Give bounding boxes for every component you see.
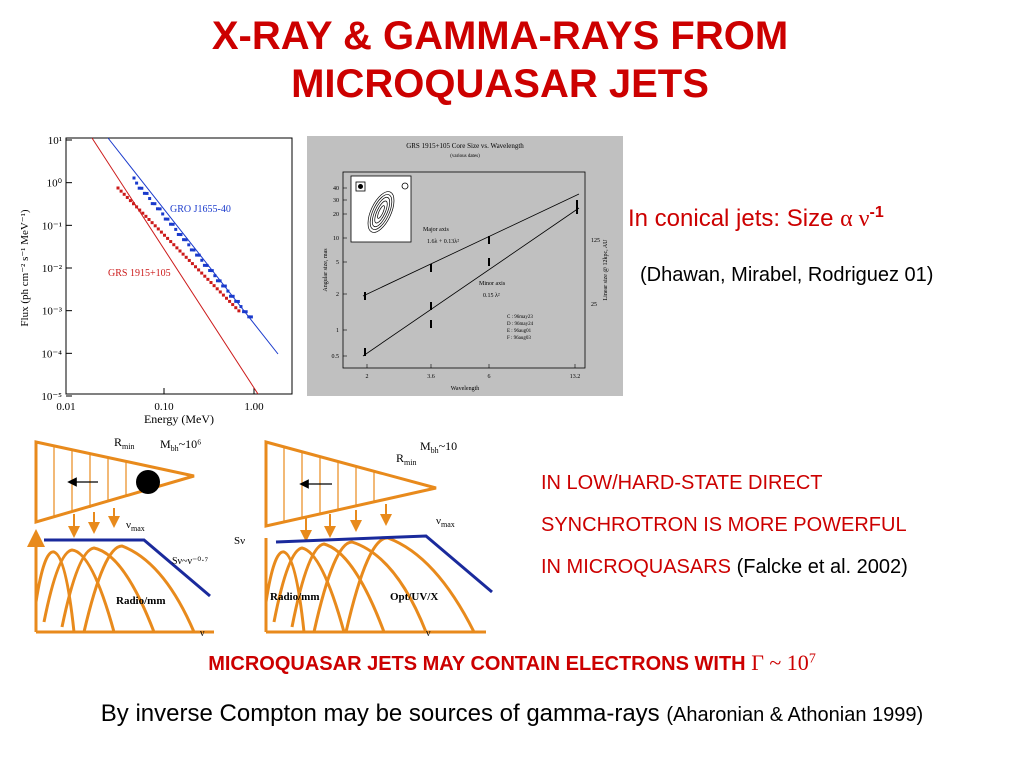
red-point [182,253,185,256]
blue-point [156,207,159,210]
right-nu: ν [426,628,431,639]
blue-point [216,279,219,282]
blue-point [239,305,242,308]
electrons-text: MICROQUASAR JETS MAY CONTAIN ELECTRONS WITH [208,653,752,675]
red-point [213,284,216,287]
title-line-1: X-RAY & GAMMA-RAYS FROM [211,14,789,58]
red-point [206,278,209,281]
red-point [194,265,197,268]
core-point [488,258,490,266]
svg-text:F : 96aug03: F : 96aug03 [507,336,531,341]
inverse-compton-statement [0,700,1024,728]
left-mass: $M_{bh}\sim 10^6$ [160,437,202,453]
core-ytick-label: 0.5 [331,354,339,360]
core-xtick-label: 3.6 [427,374,435,380]
blue-point [232,295,235,298]
red-point [188,259,191,262]
blue-point [226,290,229,293]
red-point [135,205,138,208]
blue-point [143,192,146,195]
blue-point [138,187,141,190]
core-ytick-label: 20 [333,212,339,218]
left-numax: $\nu_{max}$ [126,519,145,533]
blue-point [219,279,222,282]
blue-point [206,264,209,267]
spectrum-ytick-label: 10⁰ [46,177,62,190]
red-point [222,294,225,297]
red-point [231,303,234,306]
spectrum-svg [14,128,304,428]
core-point [430,264,432,272]
red-point [169,240,172,243]
electrons-statement [0,650,1024,676]
left-sv: Sν~ν⁻⁰·⁷ [172,556,209,567]
lowhard-citation: (Falcke et al. 2002) [736,556,908,578]
jet-diagrams [14,432,514,642]
red-point [191,262,194,265]
red-point [120,190,123,193]
right-band-1: Radio/mm [270,591,320,603]
red-point [185,256,188,259]
red-point [225,297,228,300]
blue-point [213,274,216,277]
spectrum-ytick-label: 10⁻⁵ [41,391,62,403]
blue-point [187,243,190,246]
blue-point [161,212,164,215]
red-point [126,196,129,199]
spectrum-xtick-label: 0.01 [56,401,76,413]
red-point [160,231,163,234]
conical-symbol: α ν [840,206,870,232]
red-point [197,268,200,271]
red-point [234,306,237,309]
red-point [132,202,135,205]
spectrum-plot [14,128,304,428]
lowhard-line-2: SYNCHROTRON IS MORE POWERFUL [541,514,907,536]
right-numax: $\nu_{max}$ [436,515,455,529]
core-point [364,292,366,300]
blue-point [179,233,182,236]
blue-point [148,197,151,200]
blue-point [151,202,154,205]
left-nu: ν [200,628,205,639]
core-xtick-label: 2 [365,374,369,380]
blue-point [166,218,169,221]
red-point [175,246,178,249]
red-point [157,227,160,230]
svg-text:C : 96may23: C : 96may23 [507,315,533,320]
right-rmin: $R_{min}$ [396,451,417,467]
ic-citation: (Aharonian & Athonian 1999) [666,704,924,726]
core-ytick-right-label: 125 [591,238,600,244]
blue-point [208,269,211,272]
blue-point [221,284,224,287]
core-ytick-label: 1 [336,328,339,334]
red-point [163,234,166,237]
blue-point [195,254,198,257]
core-size-plot [307,136,623,396]
right-mass: $M_{bh}\sim 10$ [420,439,458,455]
blue-point [140,187,143,190]
core-ylabel-right: Linear size @ 12kpc, AU [603,239,609,301]
core-point [430,320,432,328]
red-point [129,199,132,202]
blue-point [172,223,175,226]
blue-point [135,182,138,185]
red-point [141,212,144,215]
spectrum-ylabel: Flux (ph cm⁻² s⁻¹ MeV⁻¹) [19,209,31,327]
slide-title [0,12,1000,108]
conical-exponent: -1 [869,204,884,221]
red-point [179,250,182,253]
blue-point [224,285,227,288]
core-ytick-label: 30 [333,198,339,204]
blue-point [229,295,232,298]
spectrum-xlabel: Energy (MeV) [143,412,215,426]
red-point [216,287,219,290]
spectrum-ytick-label: 10¹ [47,135,62,147]
red-point [117,187,120,190]
red-point [166,237,169,240]
black-hole-left [136,470,160,494]
blue-point [174,228,177,231]
series-label-blue: GRO J1655-40 [170,204,231,215]
blue-point [193,249,196,252]
core-plot-title: GRS 1915+105 Core Size vs. Wavelength [406,142,524,150]
minor-axis-fit: 0.15 λ² [483,293,500,299]
left-band: Radio/mm [116,595,166,607]
blue-point [200,259,203,262]
blue-point [242,310,245,313]
red-point [210,281,213,284]
red-point [237,309,240,312]
core-ylabel-left: Angular size, mas [323,248,329,292]
left-rmin: $R_{min}$ [114,435,135,451]
core-point [576,206,578,214]
red-point [148,218,151,221]
left-jet-diagram [36,435,214,639]
major-axis-fit: 1.6λ + 0.13λ² [427,239,460,245]
spectrum-ytick-label: 10⁻¹ [41,220,62,233]
core-ytick-label: 40 [333,186,339,192]
core-xtick-label: 6 [487,374,491,380]
blue-point [247,315,250,318]
spectrum-ytick-label: 10⁻⁴ [41,348,62,361]
red-point [151,221,154,224]
minor-axis-label: Minor axis [479,281,506,287]
blue-point [198,254,201,257]
jet-diagrams-svg [14,432,514,642]
low-hard-state-text [541,462,908,588]
core-legend [507,315,534,341]
conical-citation: (Dhawan, Mirabel, Rodriguez 01) [640,264,934,286]
left-spectra [36,546,194,632]
blue-point [177,233,180,236]
conical-jets-text [628,204,884,233]
blue-point [153,202,156,205]
red-point [200,272,203,275]
core-ytick-label: 2 [336,292,339,298]
core-point [430,302,432,310]
electrons-exp: 7 [808,651,816,667]
core-ytick-label: 5 [336,260,339,266]
red-point [138,209,141,212]
core-xlabel: Wavelength [450,386,480,392]
spectrum-ytick-label: 10⁻³ [41,305,62,318]
right-jet-diagram [234,439,492,639]
core-xticks [366,364,581,380]
blue-point [159,207,162,210]
red-point [123,193,126,196]
red-point [219,290,222,293]
conical-prefix: In conical jets: Size [628,205,841,232]
blue-point [164,218,167,221]
major-axis-label: Major axis [423,227,449,233]
red-point [172,243,175,246]
red-point [203,275,206,278]
blue-point [234,300,237,303]
spectrum-ytick-label: 10⁻² [41,263,62,275]
electrons-gamma: Γ ~ 10 [751,650,809,675]
svg-text:D : 96may24: D : 96may24 [507,322,534,327]
core-ytick-label: 10 [333,236,339,242]
core-plot-subtitle: (various dates) [450,154,480,159]
svg-text:E : 96aug01: E : 96aug01 [507,329,532,334]
blue-point [190,248,193,251]
spectrum-xtick-label: 1.00 [244,401,264,413]
red-point [144,215,147,218]
blue-point [185,238,188,241]
series-label-red: GRS 1915+105 [108,268,171,279]
blue-point [133,177,136,180]
blue-point [250,315,253,318]
core-xtick-label: 13.2 [569,374,581,380]
spectrum-frame [66,138,292,394]
blue-point [237,300,240,303]
blue-point [203,264,206,267]
blue-point [182,238,185,241]
blue-point [245,310,248,313]
core-size-svg [307,136,623,396]
red-point [154,224,157,227]
core-point [364,348,366,356]
lowhard-line-1: IN LOW/HARD-STATE DIRECT [541,472,823,494]
lowhard-line-3: IN MICROQUASARS [541,556,732,578]
core-point [488,236,490,244]
red-point [228,300,231,303]
title-line-2: MICROQUASAR JETS [291,62,709,106]
right-band-2: Opt/UV/X [390,591,439,603]
blue-point [211,269,214,272]
core-ytick-right-label: 25 [591,302,597,308]
spectrum-xtick-label: 0.10 [154,401,174,413]
blue-point [146,192,149,195]
ic-text: By inverse Compton may be sources of gamma-rays [100,700,667,727]
right-sv: Sν [234,535,246,547]
blue-point [169,223,172,226]
